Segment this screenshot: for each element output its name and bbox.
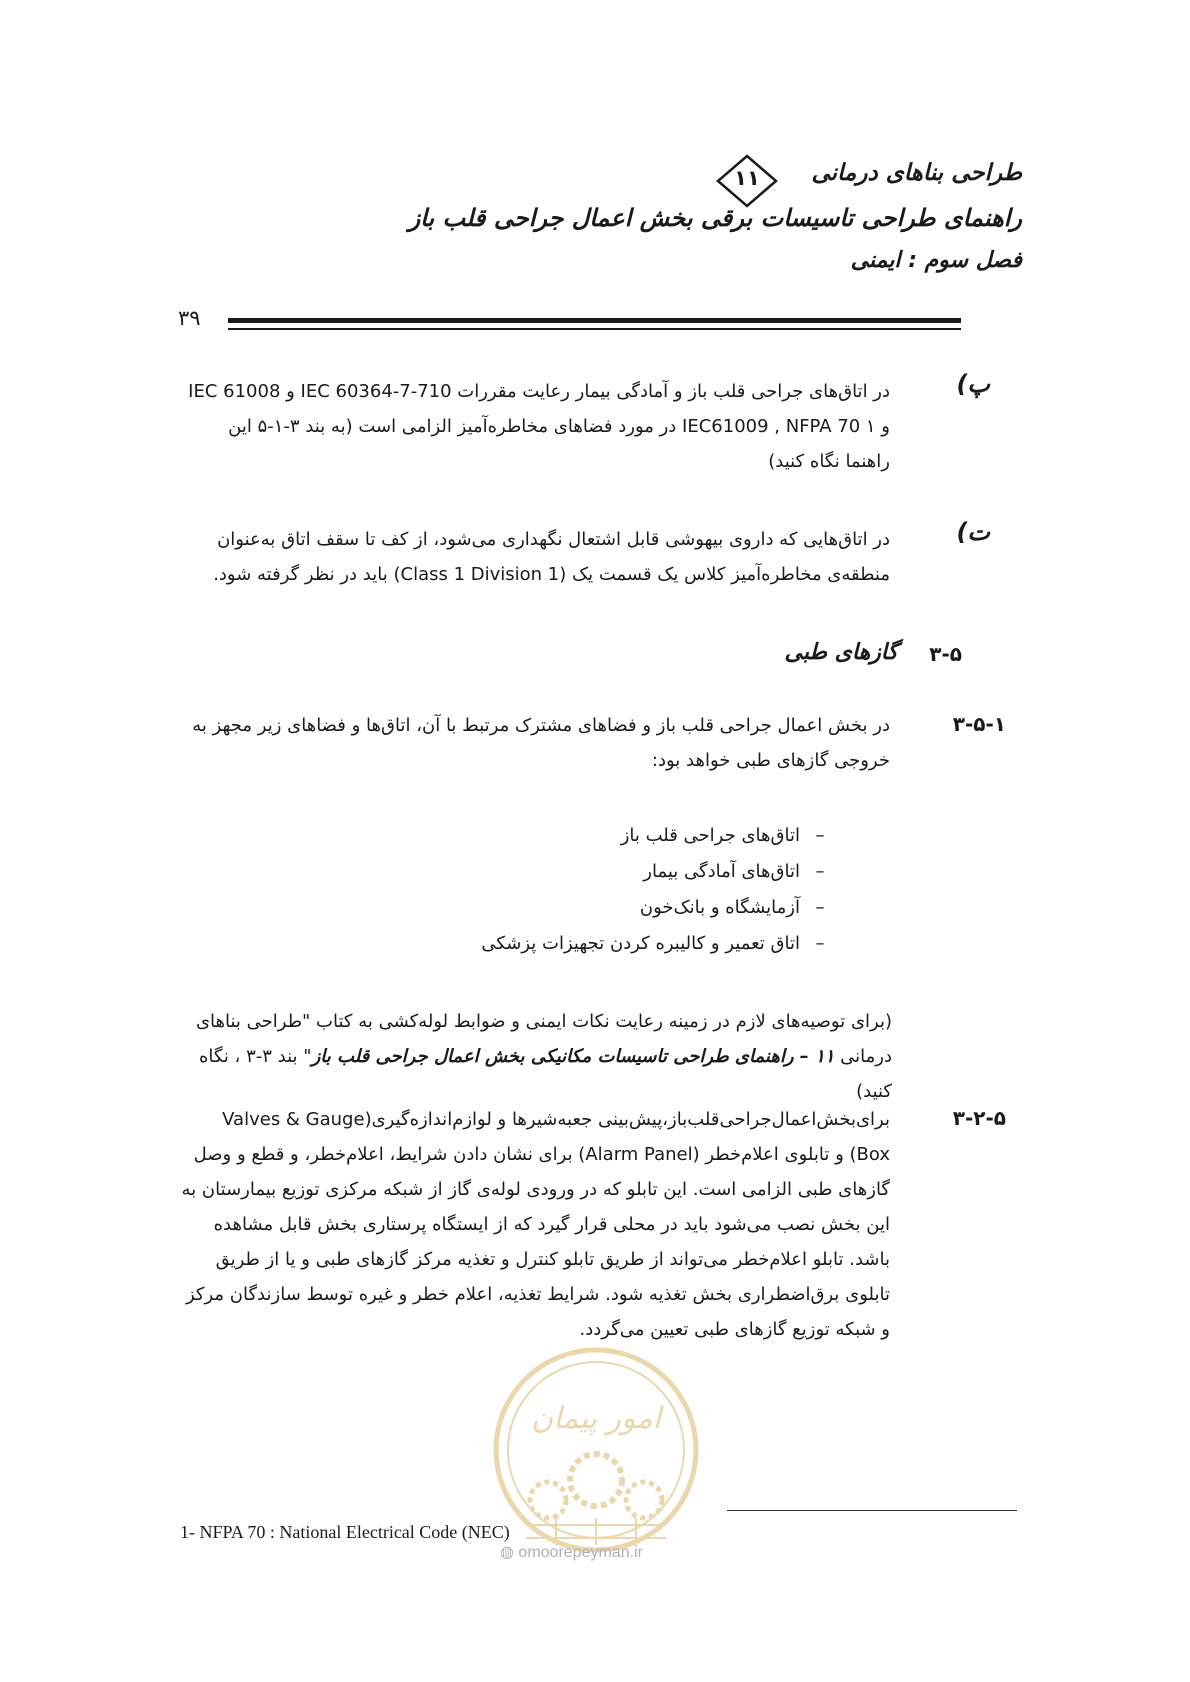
chapter-title: فصل سوم : ایمنی [850, 248, 1022, 273]
section-text-3-5-1: در بخش اعمال جراحی قلب باز و فضاهای مشترک مرتبط با آن، اتاق‌ها و فضاهای زیر مجهز به خروجی گازهای طبی خواهد بود: [192, 715, 890, 771]
volume-badge [716, 154, 778, 208]
volume-number: ۱۱ [734, 166, 760, 190]
reference-book-title: ۱۱ – راهنمای طراحی تاسیسات مکانیکی بخش اعمال جراحی قلب باز [311, 1046, 835, 1067]
list-item [480, 818, 840, 854]
section-number-3-5-1: ۳-۵-۱ [952, 712, 1006, 736]
list-item-label: آزمایشگاه و بانک‌خون [639, 897, 800, 918]
list-item-label: اتاق تعمیر و کالیبره کردن تجهیزات پزشکی [481, 933, 800, 954]
reference-note [180, 1004, 892, 1109]
section-number-3-2-5: ۳-۲-۵ [952, 1106, 1006, 1130]
section-text-3-2-5: برای‌بخش‌اعمال‌جراحی‌قلب‌باز،پیش‌بینی جعبه‌شیرها و لوازم‌اندازه‌گیری(Valves & Gauge Box) و تابلوی اعلام‌خطر (Alarm Panel) برای نشان دادن شرایط، اعلام‌خطر، و قطع و وصل گازهای طبی الزامی است. این تابلو که در ورودی لوله‌ی گاز از شبکه مرکزی توزیع بیمارستان به این بخش نصب می‌شود باید در محلی قرار گیرد که از ایستگاه پرستاری بخش قابل مشاهده باشد. تابلو اعلام‌خطر می‌تواند از طریق تابلو کنترل و تغذیه مرکز گازهای طبی و یا از طریق تابلوی برق‌اضطراری بخش تغذیه شود. شرایط تغذیه، اعلام خطر و غیره توسط سازندگان مرکز و شبکه توزیع گازهای طبی تعیین می‌گردد. [181, 1109, 890, 1340]
reference-note-part1: (برای توصیه‌های لازم در زمینه رعایت نکات ایمنی و ضوابط لوله‌کشی به کتاب "طراحی بناهای درمانی [195, 1011, 892, 1067]
book-series-title: طراحی بناهای درمانی [811, 160, 1022, 186]
watermark-logo-text: امور پیمان [531, 1401, 661, 1436]
item-text-te: در اتاق‌هایی که داروی بیهوشی قابل اشتعال نگهداری می‌شود، از کف تا سقف اتاق به‌عنوان منطقه‌ی مخاطره‌آمیز کلاس یک قسمت یک (Class 1 Division 1) باید در نظر گرفته شود. [213, 529, 890, 585]
watermark-site [500, 1542, 643, 1562]
item-marker-pe: پ) [956, 370, 990, 398]
reference-note-part3: " بند ۳-۳ ، نگاه کنید) [198, 1046, 892, 1102]
watermark-site-label: omoorepeyman.ir [518, 1544, 643, 1561]
list-item [480, 854, 840, 890]
watermark-logo [486, 1340, 706, 1560]
section-number-3-5: ۳-۵ [929, 642, 962, 666]
guide-title: راهنمای طراحی تاسیسات برقی بخش اعمال جراحی قلب باز [408, 204, 1022, 232]
gear-seal-icon [486, 1340, 706, 1560]
list-dash: – [815, 825, 825, 846]
header-rule-thick [228, 318, 961, 323]
globe-icon: ◍ [500, 1544, 514, 1561]
list-item [480, 890, 840, 926]
list-dash: – [815, 897, 825, 918]
footnote: 1- NFPA 70 : National Electrical Code (NEC) [180, 1522, 510, 1542]
footnote-rule [727, 1510, 1017, 1511]
list-item [480, 926, 840, 962]
section-title-medical-gases: گازهای طبی [784, 640, 898, 665]
list-dash: – [815, 933, 825, 954]
item-marker-te: ت) [956, 518, 990, 546]
page-number: ۳۹ [178, 306, 201, 330]
list-item-label: اتاق‌های آمادگی بیمار [643, 861, 800, 882]
list-dash: – [815, 861, 825, 882]
item-text-pe: در اتاق‌های جراحی قلب باز و آمادگی بیمار رعایت مقررات IEC 60364-7-710 و IEC 61008 و IEC61009 , NFPA 70 ۱ در مورد فضاهای مخاطره‌آمیز الزامی است (به بند ۳-۱-۵ این راهنما نگاه کنید) [188, 381, 890, 472]
header-rule-thin [228, 328, 961, 330]
rooms-list [480, 818, 840, 962]
list-item-label: اتاق‌های جراحی قلب باز [620, 825, 800, 846]
